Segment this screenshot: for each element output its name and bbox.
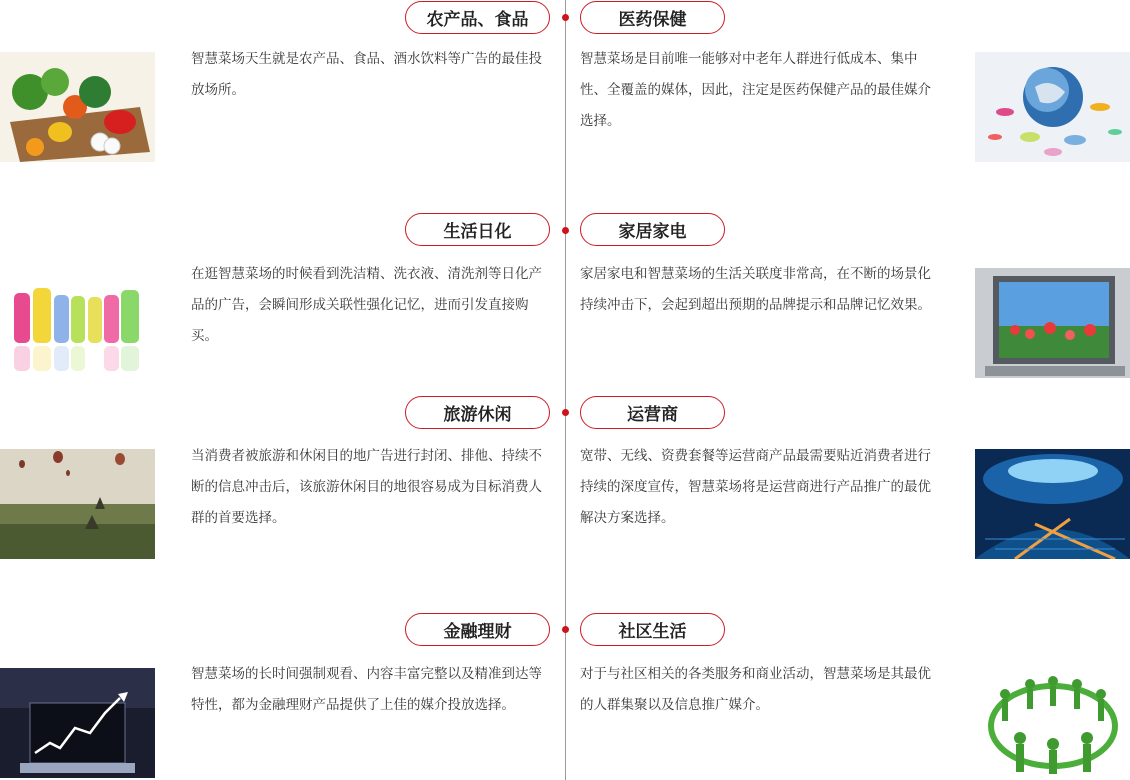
- category-pill-agriculture-food[interactable]: 农产品、食品: [405, 1, 550, 34]
- medicine-globe-image: [975, 52, 1130, 162]
- timeline-dot: [562, 626, 569, 633]
- category-description-home-appliances: 家居家电和智慧菜场的生活关联度非常高，在不断的场景化持续冲击下，会起到超出预期的品牌提示和品牌记忆效果。: [580, 266, 931, 313]
- category-description-finance: 智慧菜场的长时间强制观看、内容丰富完整以及精准到达等特性，都为金融理财产品提供了上佳的媒介投放选择。: [191, 666, 542, 713]
- detergent-bottles-image: [0, 268, 155, 378]
- category-pill-telecom-operator[interactable]: 运营商: [580, 396, 725, 429]
- television-image: [975, 268, 1130, 378]
- timeline-dot: [562, 14, 569, 21]
- finance-laptop-image: [0, 668, 155, 778]
- timeline-divider: [565, 0, 566, 780]
- category-pill-home-appliances[interactable]: 家居家电: [580, 213, 725, 246]
- category-description-daily-chemicals: 在逛智慧菜场的时候看到洗洁精、洗衣液、清洗剂等日化产品的广告，会瞬间形成关联性强化记忆，进而引发直接购买。: [191, 266, 542, 344]
- category-pill-medicine-health[interactable]: 医药保健: [580, 1, 725, 34]
- people-circle-image: [975, 666, 1130, 776]
- category-description-medicine-health: 智慧菜场是目前唯一能够对中老年人群进行低成本、集中性、全覆盖的媒体，因此，注定是医药保健产品的最佳媒介选择。: [580, 51, 931, 129]
- category-description-community-life: 对于与社区相关的各类服务和商业活动，智慧菜场是其最优的人群集聚以及信息推广媒介。: [580, 666, 931, 713]
- timeline-dot: [562, 227, 569, 234]
- category-pill-community-life[interactable]: 社区生活: [580, 613, 725, 646]
- category-pill-daily-chemicals[interactable]: 生活日化: [405, 213, 550, 246]
- category-description-telecom-operator: 宽带、无线、资费套餐等运营商产品最需要贴近消费者进行持续的深度宣传，智慧菜场将是运营商进行产品推广的最优解决方案选择。: [580, 448, 931, 526]
- hot-air-balloons-image: [0, 449, 155, 559]
- category-description-travel-leisure: 当消费者被旅游和休闲目的地广告进行封闭、排他、持续不断的信息冲击后，该旅游休闲目的地很容易成为目标消费人群的首要选择。: [191, 448, 542, 526]
- category-description-agriculture-food: 智慧菜场天生就是农产品、食品、酒水饮料等广告的最佳投放场所。: [191, 51, 542, 98]
- timeline-dot: [562, 409, 569, 416]
- vegetables-image: [0, 52, 155, 162]
- category-pill-finance[interactable]: 金融理财: [405, 613, 550, 646]
- category-pill-travel-leisure[interactable]: 旅游休闲: [405, 396, 550, 429]
- network-globe-image: [975, 449, 1130, 559]
